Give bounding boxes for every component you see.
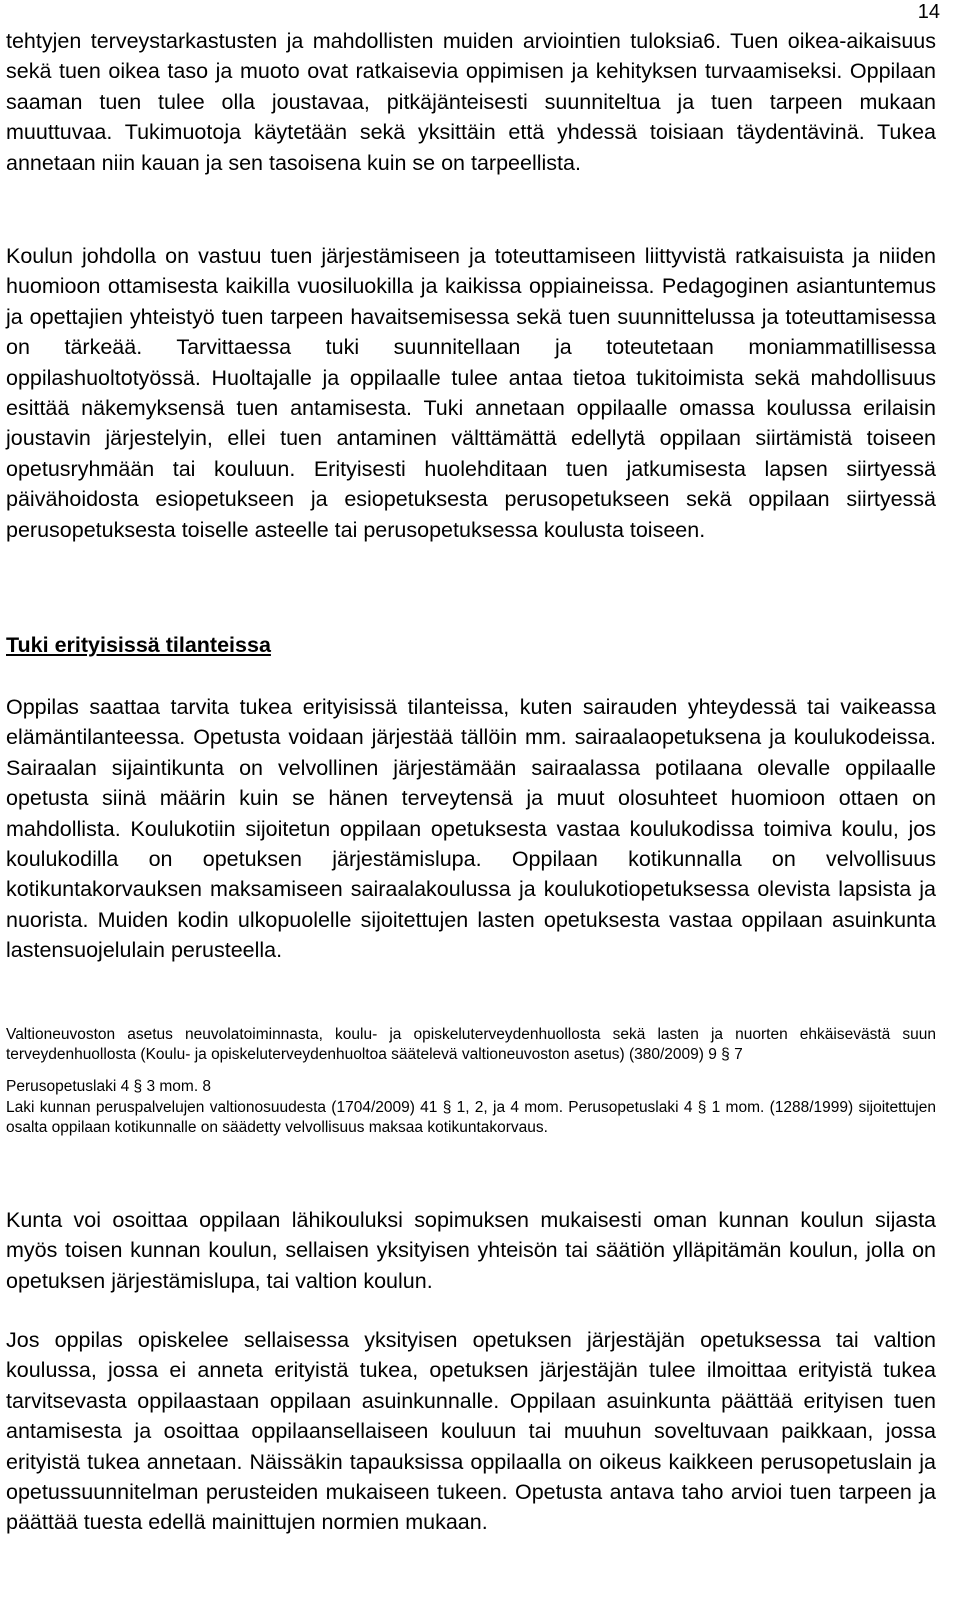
paragraph-support-timing: tehtyjen terveystarkastusten ja mahdollisten muiden arviointien tuloksia6. Tuen oikea-aikaisuus sekä tuen oikea taso ja muoto ovat ratkaisevia oppimisen ja kehityksen turvaamiseksi. Oppilaan saaman tuen tulee olla joustavaa, pitkäjänteisesti suunniteltua ja tuen tarpeen mukaan muuttuvaa. Tukimuotoja käytetään sekä yksittäin että yhdessä toisiaan täydentävinä. Tukea annetaan niin kauan ja sen tasoisena kuin se on tarpeellista. [6,29,936,175]
paragraph-special-situations: Oppilas saattaa tarvita tukea erityisissä tilanteissa, kuten sairauden yhteydessä tai vaikeassa elämäntilanteessa. Opetusta voidaan järjestää tällöin mm. sairaalaopetuksena ja koulukodeissa. Sairaalan sijaintikunta on velvollinen järjestämään sairaalassa potilaana olevalle oppilaalle opetusta siinä määrin kuin se hänen terveytensä ja muut olosuhteet huomioon ottaen on mahdollista. Koulukotiin sijoitetun oppilaan opetuksesta vastaa koulukodissa toimiva koulu, jos koulukodilla on opetuksen järjestämislupa. Oppilaan kotikunnalla on velvollisuus kotikuntakorvauksen maksamiseen sairaalakoulussa ja koulukotiopetuksessa olevista lapsista ja nuorista. Muiden kodin ulkopuolelle sijoitettujen lasten opetuksesta vastaa oppilaan asuinkunta lastensuojelulain perusteella. [6,695,936,963]
footnote-basic-education-act: Perusopetuslaki 4 § 3 mom. 8 [6,1078,212,1095]
paragraph-school-management-responsibility: Koulun johdolla on vastuu tuen järjestämiseen ja toteuttamiseen liittyvistä ratkaisuista ja niiden huomioon ottamisesta kaikilla vuosiluokilla ja kaikissa oppiaineissa. Pedagoginen asiantuntemus ja opettajien yhteistyö tuen tarpeen havaitsemisessa sekä tuen suunnittelussa ja toteuttamisessa on tärkeää. Tarvittaessa tuki suunnitellaan ja toteutetaan moniammatillisessa oppilashuoltotyössä. Huoltajalle ja oppilaalle tulee antaa tietoa tukitoimista sekä mahdollisuus esittää näkemyksensä tuen antamisesta. Tuki annetaan oppilaalle omassa koulussa erilaisin joustavin järjestelyin, ellei tuen antaminen välttämättä edellytä oppilaan siirtämistä toiseen opetusryhmään tai kouluun. Erityisesti huolehditaan tuen jatkumisesta lapsen siirtyessä päivähoidosta esiopetukseen ja esiopetuksesta perusopetukseen sekä oppilaan siirtyessä perusopetuksesta toiselle asteelle tai perusopetuksessa koulusta toiseen. [6,244,936,542]
section-heading: Tuki erityisissä tilanteissa [6,633,271,657]
paragraph-local-school-designation: Kunta voi osoittaa oppilaan lähikouluksi sopimuksen mukaisesti oman kunnan koulun sijasta myös toisen kunnan koulun, sellaisen yksityisen yhteisön tai säätiön ylläpitämän koulun, jolla on opetuksen järjestämislupa, tai valtion koulun. [6,1208,936,1293]
footnote-government-decree: Valtioneuvoston asetus neuvolatoiminnasta, koulu- ja opiskeluterveydenhuollosta sekä lasten ja nuorten ehkäisevästä suun terveydenhuollosta (Koulu- ja opiskeluterveydenhuoltoa säätelevä valtioneuvoston asetus) (380/2009) 9 § 7 [6,1026,936,1064]
paragraph-private-education-provider: Jos oppilas opiskelee sellaisessa yksityisen opetuksen järjestäjän opetuksessa tai valtion koulussa, jossa ei anneta erityistä tukea, opetuksen järjestäjän tulee ilmoittaa erityistä tukea tarvitsevasta oppilaastaan oppilaan asuinkunnalle. Oppilaan asuinkunta päättää erityisen tuen antamisesta ja osoittaa oppilaansellaiseen kouluun tai muuhun soveltuvaan paikkaan, jossa erityistä tukea annetaan. Näissäkin tapauksissa oppilaalla on oikeus kaikkeen perusopetuslain ja opetussuunnitelman perusteiden mukaiseen tukeen. Opetusta antava taho arvioi tuen tarpeen ja päättää tuesta edellä mainittujen normien mukaan. [6,1328,936,1535]
page-number: 14 [917,1,940,23]
footnote-state-subsidy-act: Laki kunnan peruspalvelujen valtionosuudesta (1704/2009) 41 § 1, 2, ja 4 mom. Perusopetuslaki 4 § 1 mom. (1288/1999) sijoitettujen osalta oppilaan kotikunnalle on säädetty velvollisuus maksaa kotikuntakorvaus. [6,1099,936,1137]
